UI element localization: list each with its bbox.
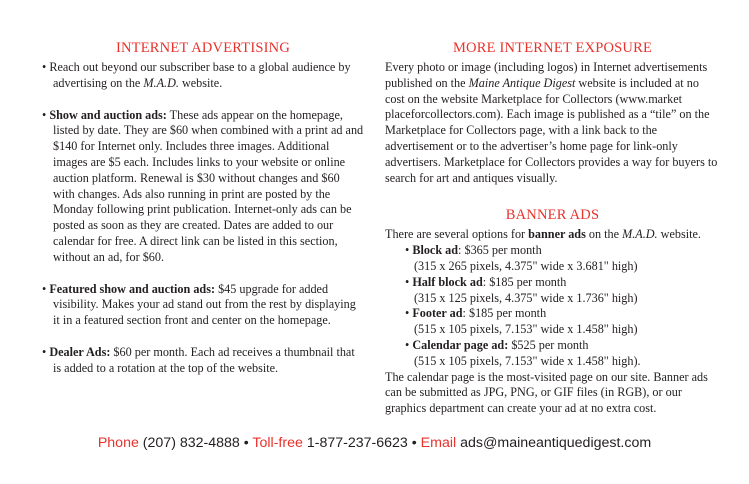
banner-item-footer: • Footer ad: $185 per month (515 x 105 pixels, 7.153" wide x 1.458" high) <box>405 306 720 338</box>
banner-intro-end: website. <box>657 227 701 242</box>
exposure-paragraph <box>385 60 720 186</box>
banner-item-price: $525 per month <box>508 337 589 352</box>
banner-item-price: : $365 per month <box>458 243 542 258</box>
mad-title-italic: Maine Antique Digest <box>468 75 576 90</box>
footer-bullet: • <box>411 435 417 451</box>
banner-intro <box>385 227 720 243</box>
more-exposure-heading: MORE INTERNET EXPOSURE <box>452 40 653 56</box>
email-link[interactable]: ads@maineantiquedigest.com <box>456 435 652 451</box>
featured-ads-text: $45 upgrade for added visibility. Makes your ad stand out from the rest by displaying it in a featured section front and center on the homepage. <box>53 281 356 328</box>
contact-footer <box>0 435 749 451</box>
banner-closing: The calendar page is the most-visited page on our site. Banner ads can be submitted as JPG, PNG, or GIF files (in RGB), or our graphics department can create your ad at no extra cost. <box>385 369 708 416</box>
intro-text: Reach out beyond our subscriber base to a global audience by advertising on the <box>49 60 351 90</box>
footer-bullet: • <box>243 435 249 451</box>
banner-item-name: Block ad <box>412 243 459 258</box>
phone-label: Phone <box>97 435 139 451</box>
banner-item-spec: (315 x 265 pixels, 4.375" wide x 3.681" high) <box>414 258 638 273</box>
banner-ads-heading: BANNER ADS <box>505 207 600 224</box>
internet-advertising-heading: INTERNET ADVERTISING <box>115 40 291 56</box>
mad-italic: M.A.D. <box>143 75 179 90</box>
dealer-ads-text: $60 per month. Each ad receives a thumbnail that is added to a rotation at the top of the website. <box>53 344 355 375</box>
phone-number[interactable]: (207) 832-4888 <box>138 435 244 451</box>
featured-ads-title: Featured show and auction ads: <box>49 281 216 296</box>
banner-mad-italic: M.A.D. <box>622 227 658 242</box>
intro-text-end: website. <box>178 75 223 90</box>
intro-paragraph: • Reach out beyond our subscriber base to a global audience by advertising on the M.A.D. website. <box>42 60 351 90</box>
exposure-text: Every photo or image (including logos) in Internet advertisements published on the <box>385 60 708 90</box>
banner-options-list <box>385 243 720 369</box>
banner-item-price: : $185 per month <box>462 306 547 321</box>
banner-item-spec: (515 x 105 pixels, 7.153" wide x 1.458" high) <box>414 322 638 337</box>
show-ads-text: These ads appear on the homepage, listed by date. They are $60 when combined with a print ad and $140 for Internet only. Includes three images. Additional images are $5 each. Includes links to your website or online auction platform. Renewal is $30 without changes and $60 with changes. Ads also running in print are posted by the Monday following print publication. Internet-only ads can be posted as soon as they are created. Dates are added to our calendar for free. A direct link can be listed in this section, without an ad, for $60. <box>53 107 364 264</box>
banner-item-half-block: • Half block ad: $185 per month (315 x 125 pixels, 4.375" wide x 1.736" high) <box>405 275 720 307</box>
banner-intro-middle: on the <box>585 227 623 242</box>
tollfree-number[interactable]: 1-877-237-6623 <box>302 435 412 451</box>
banner-item-spec: (315 x 125 pixels, 4.375" wide x 1.736" high) <box>414 290 638 305</box>
banner-item-price: : $185 per month <box>482 274 567 289</box>
left-column <box>42 40 364 377</box>
banner-item-block: • Block ad: $365 per month (315 x 265 pixels, 4.375" wide x 3.681" high) <box>405 243 720 275</box>
dealer-ads-paragraph: • Dealer Ads: $60 per month. Each ad receives a thumbnail that is added to a rotation at the top of the website. <box>42 344 355 375</box>
show-ads-paragraph: • Show and auction ads: These ads appear on the homepage, listed by date. They are $60 when combined with a print ad and $140 for Internet only. Includes three images. Additional images are $5 each. Includes links to your website or online auction platform. Renewal is $30 without changes and $60 with changes. Ads also running in print are posted by the Monday following print publication. Internet-only ads can be posted as soon as they are created. Dates are added to our calendar for free. A direct link can be listed in this section, without an ad, for $60. <box>42 107 364 264</box>
show-ads-title: Show and auction ads: <box>49 107 167 122</box>
banner-ads-bold: banner ads <box>528 227 586 242</box>
exposure-text-end: website is included at no cost on the website Marketplace for Collectors (www.market placeforcollectors.com). Each image is published as a “tile” on the Marketplace for Collectors page, with a link back to the advertisement or to the advertiser’s home page for link-only advertisers. Marketplace for Collectors provides a way for buyers to search for art and antiques visually. <box>385 75 718 185</box>
banner-item-name: Calendar page ad: <box>412 337 509 352</box>
tollfree-label: Toll-free <box>252 435 303 451</box>
email-label: Email <box>420 435 457 451</box>
featured-ads-paragraph: • Featured show and auction ads: $45 upgrade for added visibility. Makes your ad stand out from the rest by displaying it in a featured section front and center on the homepage. <box>42 281 356 328</box>
banner-item-calendar: • Calendar page ad: $525 per month (515 x 105 pixels, 7.153" wide x 1.458" high). <box>405 338 720 370</box>
banner-item-spec: (515 x 105 pixels, 7.153" wide x 1.458" high). <box>414 353 641 368</box>
right-column <box>385 40 720 417</box>
banner-intro-text: There are several options for <box>385 227 529 242</box>
banner-item-name: Footer ad <box>412 306 463 321</box>
dealer-ads-title: Dealer Ads: <box>49 344 111 359</box>
banner-item-name: Half block ad <box>412 274 483 289</box>
